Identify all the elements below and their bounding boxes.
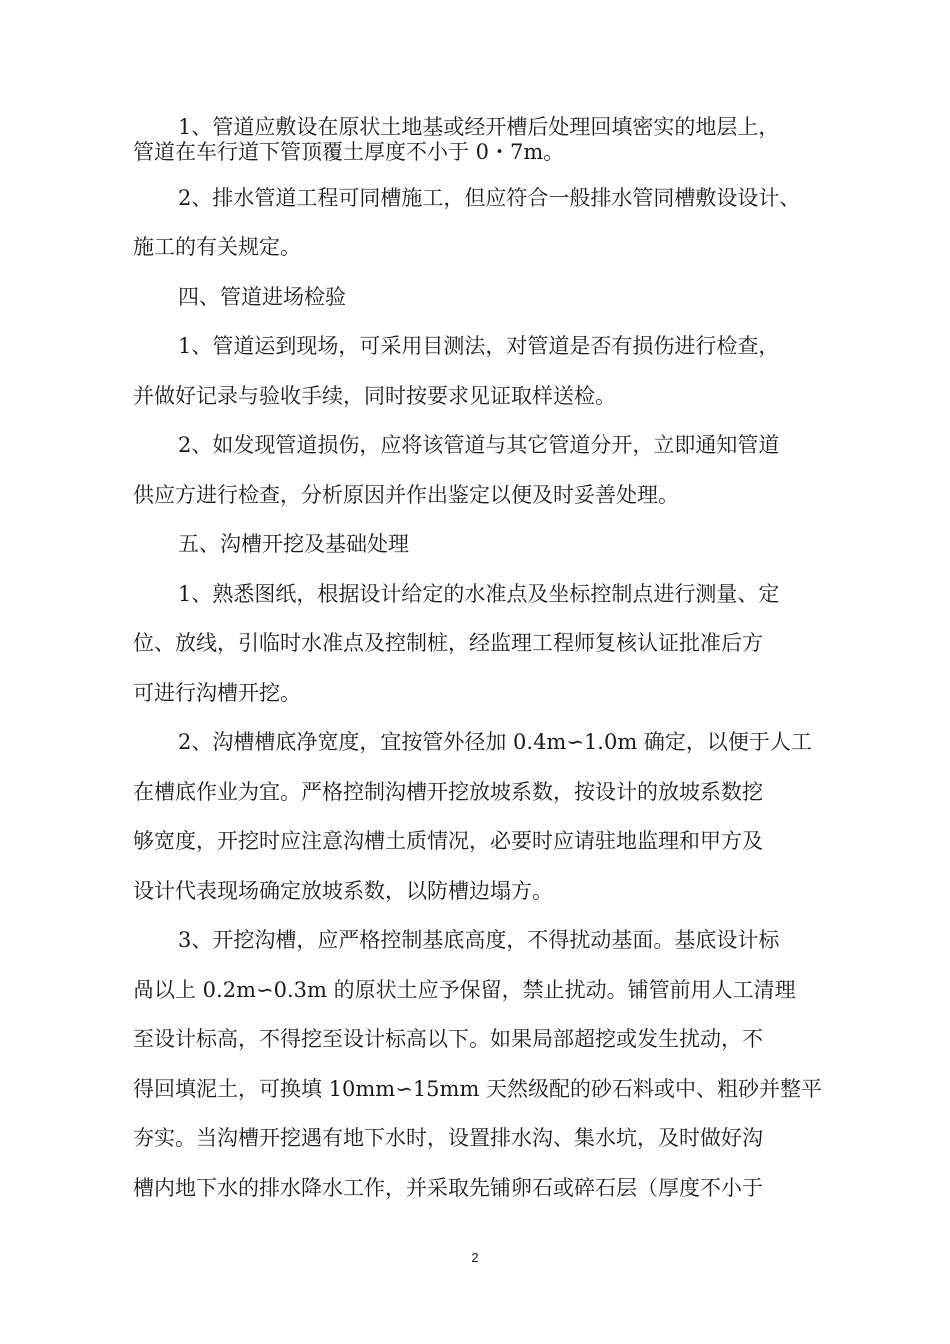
text-line: 管道在车行道下管顶覆土厚度不小于 0・7m。	[133, 140, 565, 164]
text-line: 得回填泥土，可换填 10mm∽15mm 天然级配的砂石料或中、粗砂并整平	[133, 1077, 823, 1101]
text-line: 槽内地下水的排水降水工作，并采取先铺卵石或碎石层（厚度不小于	[133, 1176, 763, 1200]
text-line: 1、管道运到现场，可采用目测法，对管道是否有损伤进行检查，	[178, 334, 780, 358]
text-line: 至设计标高，不得挖至设计标高以下。如果局部超挖或发生扰动，不	[133, 1027, 763, 1051]
text-line: 3、开挖沟槽，应严格控制基底高度，不得扰动基面。基底设计标	[178, 928, 780, 952]
text-line: 2、排水管道工程可同槽施工，但应符合一般排水管同槽敷设设计、	[178, 186, 801, 210]
text-line: 并做好记录与验收手续，同时按要求见证取样送检。	[133, 384, 616, 408]
text-line: 位、放线，引临时水准点及控制桩，经监理工程师复核认证批准后方	[133, 631, 763, 655]
text-line: 够宽度，开挖时应注意沟槽土质情况，必要时应请驻地监理和甲方及	[133, 829, 763, 853]
text-line: 施工的有关规定。	[133, 235, 301, 259]
text-line: 2、沟槽槽底净宽度，宜按管外径加 0.4m∽1.0m 确定，以便于人工	[178, 730, 812, 754]
text-line: 2、如发现管道损伤，应将该管道与其它管道分开，立即通知管道	[178, 433, 780, 457]
text-line: 供应方进行检查，分析原因并作出鉴定以便及时妥善处理。	[133, 483, 679, 507]
section-heading: 四、管道进场检验	[178, 285, 346, 309]
text-line: 可进行沟槽开挖。	[133, 681, 301, 705]
text-line: 设计代表现场确定放坡系数，以防槽边塌方。	[133, 879, 553, 903]
text-line: 在槽底作业为宜。严格控制沟槽开挖放坡系数，按设计的放坡系数挖	[133, 780, 763, 804]
text-line: 1、熟悉图纸，根据设计给定的水准点及坐标控制点进行测量、定	[178, 582, 780, 606]
text-line: 1、管道应敷设在原状土地基或经开槽后处理回填密实的地层上，	[178, 115, 780, 139]
text-line: 咼以上 0.2m∽0.3m 的原状土应予保留，禁止扰动。铺管前用人工清理	[133, 978, 796, 1002]
text-line: 夯实。当沟槽开挖遇有地下水时，设置排水沟、集水坑，及时做好沟	[133, 1126, 763, 1150]
page-number: 2	[471, 1250, 479, 1265]
section-heading: 五、沟槽开挖及基础处理	[178, 532, 409, 556]
